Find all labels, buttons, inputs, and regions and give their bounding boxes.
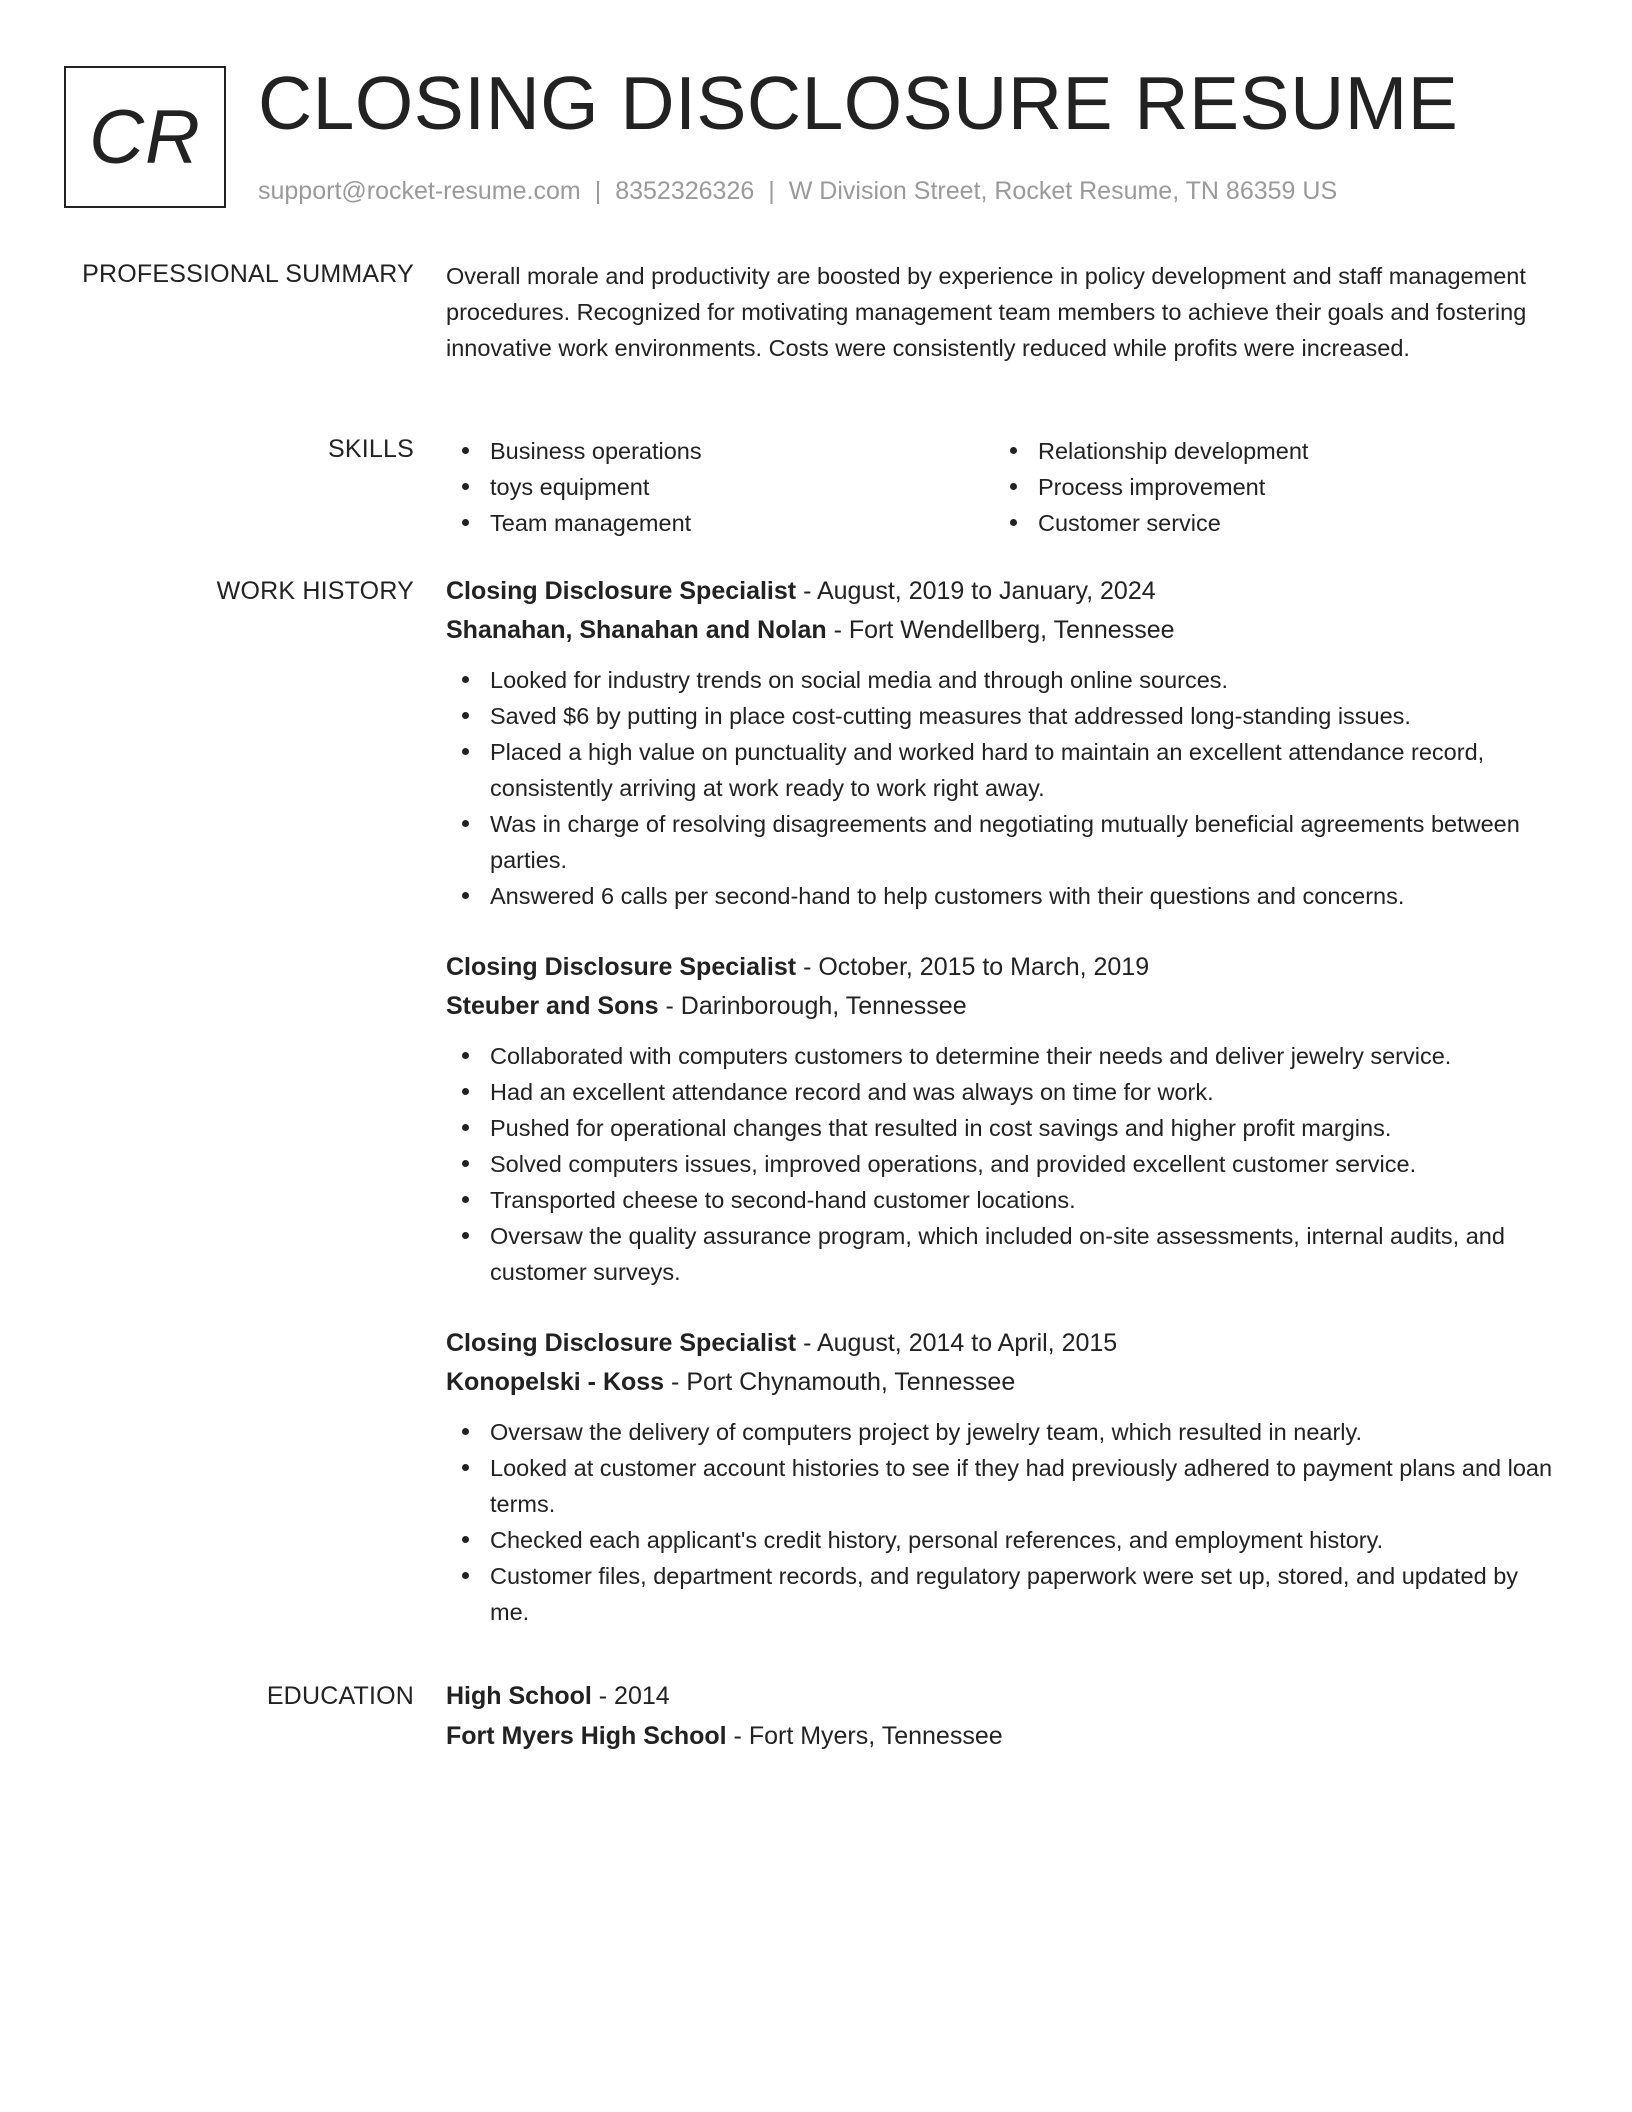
contact-separator: | <box>768 177 775 205</box>
job-bullet <box>446 1182 1558 1218</box>
contact-line <box>258 175 1337 207</box>
skills-grid <box>446 433 1558 541</box>
education-school: Fort Myers High School <box>446 1722 727 1750</box>
page-title: CLOSING DISCLOSURE RESUME <box>258 61 1459 145</box>
job-bullet <box>446 1110 1558 1146</box>
bullet-dot <box>462 1428 469 1435</box>
education-body <box>446 1676 1558 1756</box>
job-bullet-text: Transported cheese to second-hand customer locations. <box>490 1187 1076 1213</box>
skill-item <box>446 505 994 541</box>
bullet-dot <box>462 1052 469 1059</box>
job-title-line <box>446 572 1558 611</box>
bullet-dot <box>462 676 469 683</box>
monogram-box <box>64 66 226 208</box>
contact-address: W Division Street, Rocket Resume, TN 86359 US <box>788 177 1338 205</box>
section-label-work-history: WORK HISTORY <box>216 577 414 605</box>
contact-phone[interactable]: 8352326326 <box>615 177 755 205</box>
job-bullet <box>446 1522 1558 1558</box>
job-entry <box>446 572 1558 914</box>
job-bullets <box>446 662 1558 914</box>
job-company: Konopelski - Koss <box>446 1368 665 1396</box>
skill-item <box>994 433 1542 469</box>
job-bullet-text: Collaborated with computers customers to determine their needs and deliver jewelry service. <box>490 1043 1452 1069</box>
work-history-body <box>446 572 1558 1664</box>
skills-list-left <box>446 433 994 541</box>
job-bullets <box>446 1038 1558 1290</box>
bullet-dot <box>462 712 469 719</box>
job-location: Darinborough, Tennessee <box>680 992 967 1020</box>
job-bullet-text: Placed a high value on punctuality and worked hard to maintain an excellent attendance record, consistently arriving at work ready to work right away. <box>490 739 1485 801</box>
job-bullet <box>446 1450 1558 1522</box>
job-bullet-text: Saved $6 by putting in place cost-cutting measures that addressed long-standing issues. <box>490 703 1411 729</box>
skill-item <box>446 469 994 505</box>
job-bullet <box>446 1218 1558 1290</box>
summary-body <box>446 258 1558 366</box>
education-degree: High School <box>446 1682 592 1710</box>
monogram-initials: CR <box>89 94 201 180</box>
summary-text: Overall morale and productivity are boosted by experience in policy development and staff management procedures. Recognized for motivating management team members to achieve their goals and fostering innovative work environments. Costs were consistently reduced while profits were increased. <box>446 263 1527 361</box>
bullet-dot <box>462 748 469 755</box>
job-location: Port Chynamouth, Tennessee <box>686 1368 1016 1396</box>
bullet-dot <box>462 1196 469 1203</box>
job-bullet-text: Pushed for operational changes that resulted in cost savings and higher profit margins. <box>490 1115 1392 1141</box>
contact-email[interactable]: support@rocket-resume.com <box>258 177 581 205</box>
job-title: Closing Disclosure Specialist <box>446 1329 797 1357</box>
job-dash: - <box>796 577 817 605</box>
job-dash: - <box>658 992 681 1020</box>
skill-text: toys equipment <box>490 474 650 500</box>
job-dates: October, 2015 to March, 2019 <box>818 953 1150 981</box>
skill-text: Process improvement <box>1038 474 1266 500</box>
bullet-dot <box>462 1572 469 1579</box>
job-bullet <box>446 878 1558 914</box>
bullet-dot <box>462 1464 469 1471</box>
job-dash: - <box>796 1329 817 1357</box>
job-entry <box>446 948 1558 1290</box>
skill-item <box>994 505 1542 541</box>
section-label-summary: PROFESSIONAL SUMMARY <box>82 260 414 288</box>
bullet-dot <box>462 1232 469 1239</box>
job-dates: August, 2014 to April, 2015 <box>816 1329 1118 1357</box>
job-bullet-text: Looked at customer account histories to see if they had previously adhered to payment plans and loan terms. <box>490 1455 1553 1517</box>
job-title: Closing Disclosure Specialist <box>446 953 797 981</box>
job-title: Closing Disclosure Specialist <box>446 577 797 605</box>
bullet-dot <box>462 1536 469 1543</box>
bullet-dot <box>462 519 469 526</box>
bullet-dot <box>1010 447 1017 454</box>
job-title-line <box>446 948 1558 987</box>
bullet-dot <box>462 447 469 454</box>
job-bullet-text: Answered 6 calls per second-hand to help customers with their questions and concerns. <box>490 883 1405 909</box>
job-dash: - <box>826 616 849 644</box>
job-bullet <box>446 1558 1558 1630</box>
job-company: Steuber and Sons <box>446 992 659 1020</box>
skills-body <box>446 433 1558 541</box>
job-company-line <box>446 611 1558 650</box>
job-company-line <box>446 1363 1558 1402</box>
job-bullet-text: Customer files, department records, and regulatory paperwork were set up, stored, and updated by me. <box>490 1563 1519 1625</box>
job-bullet <box>446 698 1558 734</box>
job-bullet <box>446 806 1558 878</box>
job-bullet-text: Solved computers issues, improved operations, and provided excellent customer service. <box>490 1151 1417 1177</box>
skill-text: Customer service <box>1038 510 1221 536</box>
job-entry <box>446 1324 1558 1630</box>
bullet-dot <box>462 483 469 490</box>
job-bullet-text: Was in charge of resolving disagreements and negotiating mutually beneficial agreements between parties. <box>490 811 1520 873</box>
job-bullet-text: Had an excellent attendance record and was always on time for work. <box>490 1079 1214 1105</box>
skill-text: Team management <box>490 510 692 536</box>
job-bullet <box>446 1414 1558 1450</box>
job-bullet-text: Oversaw the delivery of computers project by jewelry team, which resulted in nearly. <box>490 1419 1363 1445</box>
skill-text: Relationship development <box>1038 438 1309 464</box>
section-label-education: EDUCATION <box>266 1682 414 1710</box>
bullet-dot <box>462 1160 469 1167</box>
job-bullet <box>446 662 1558 698</box>
job-bullets <box>446 1414 1558 1630</box>
bullet-dot <box>462 892 469 899</box>
job-title-line <box>446 1324 1558 1363</box>
bullet-dot <box>462 1088 469 1095</box>
bullet-dot <box>1010 483 1017 490</box>
job-dash: - <box>664 1368 687 1396</box>
education-degree-line <box>446 1676 1558 1716</box>
job-bullet <box>446 1074 1558 1110</box>
education-year: 2014 <box>614 1682 670 1710</box>
education-dash: - <box>726 1722 749 1750</box>
job-bullet <box>446 1038 1558 1074</box>
job-bullet <box>446 734 1558 806</box>
job-company-line <box>446 987 1558 1026</box>
job-bullet-text: Checked each applicant's credit history, personal references, and employment history. <box>490 1527 1384 1553</box>
job-company: Shanahan, Shanahan and Nolan <box>446 616 827 644</box>
section-label-skills: SKILLS <box>328 435 414 463</box>
contact-separator: | <box>594 177 602 205</box>
education-school-line <box>446 1716 1558 1756</box>
job-dates: August, 2019 to January, 2024 <box>816 577 1156 605</box>
job-bullet-text: Oversaw the quality assurance program, which included on-site assessments, internal audits, and customer surveys. <box>490 1223 1505 1285</box>
bullet-dot <box>462 1124 469 1131</box>
education-location: Fort Myers, Tennessee <box>748 1722 1003 1750</box>
job-bullet-text: Looked for industry trends on social media and through online sources. <box>490 667 1229 693</box>
skill-item <box>994 469 1542 505</box>
job-location: Fort Wendellberg, Tennessee <box>848 616 1175 644</box>
job-dash: - <box>796 953 819 981</box>
skills-list-right <box>994 433 1542 541</box>
job-bullet <box>446 1146 1558 1182</box>
skill-item <box>446 433 994 469</box>
bullet-dot <box>462 820 469 827</box>
skill-text: Business operations <box>490 438 702 464</box>
bullet-dot <box>1010 519 1017 526</box>
education-dash: - <box>591 1682 615 1710</box>
